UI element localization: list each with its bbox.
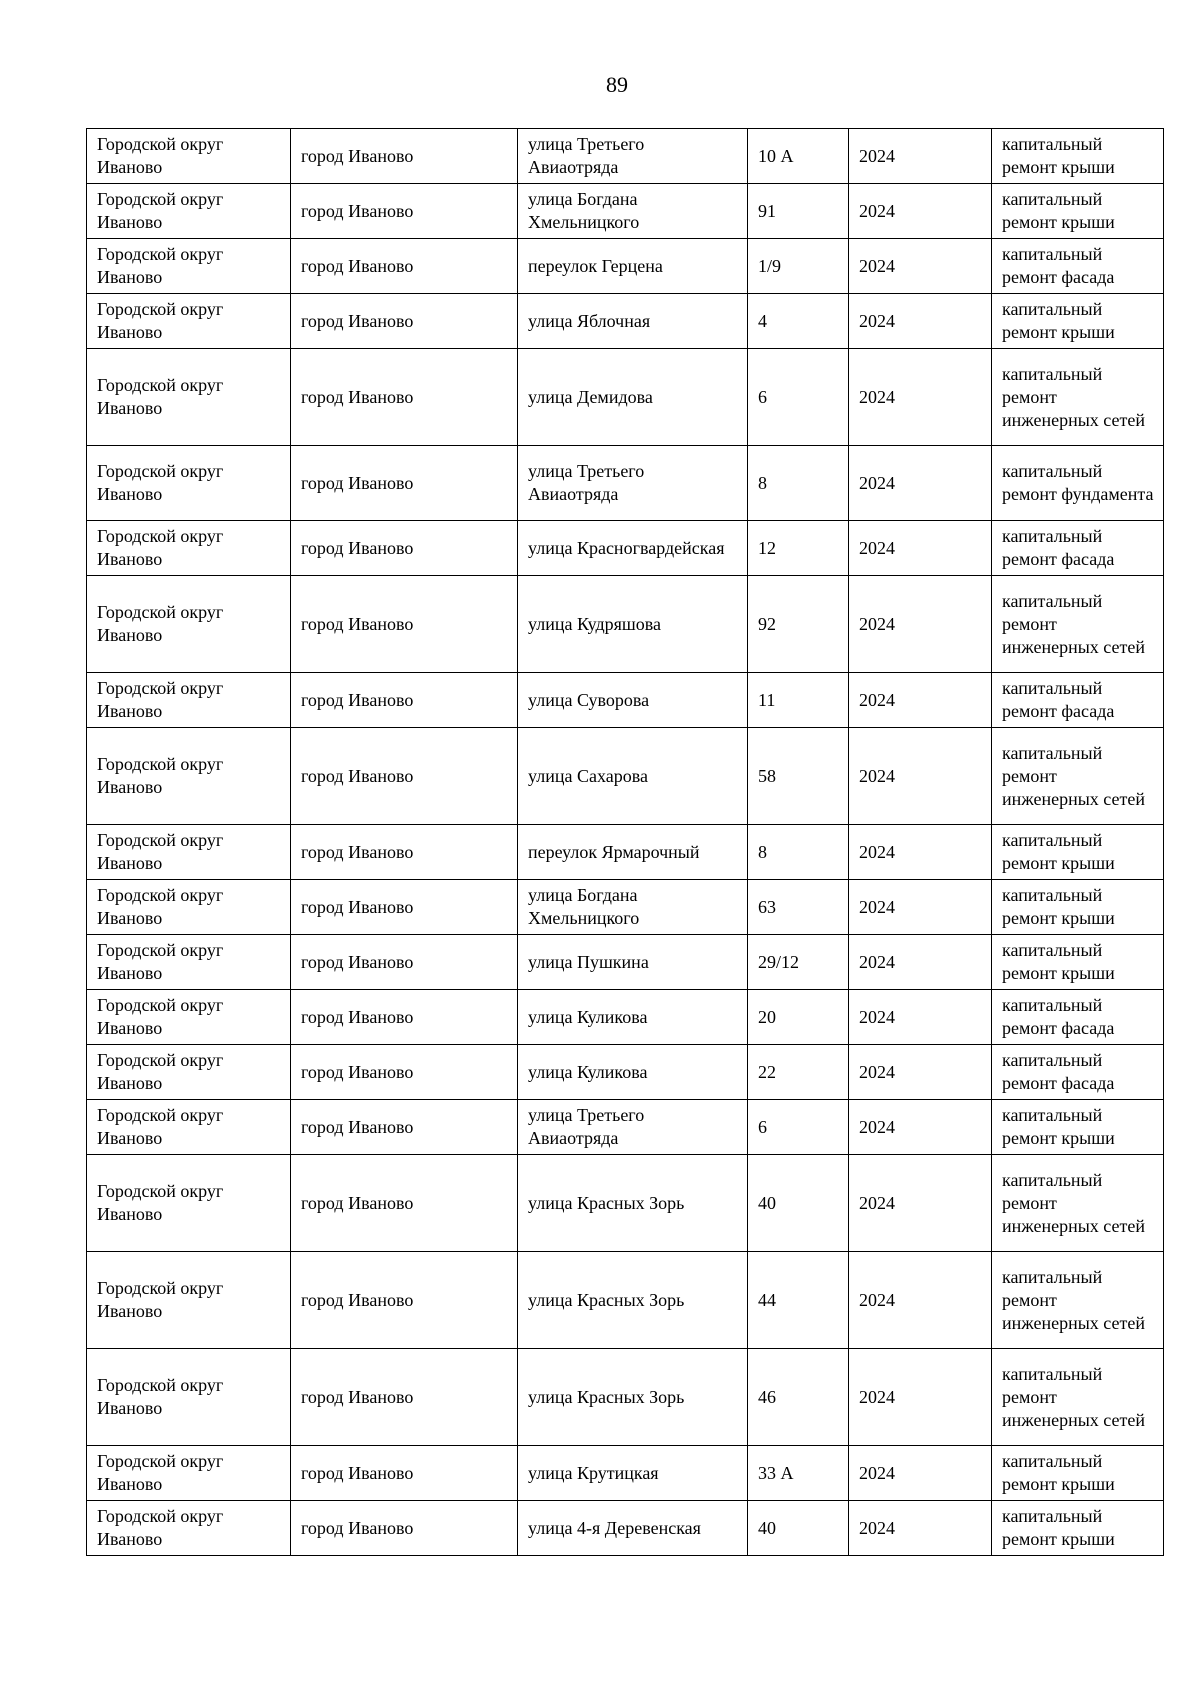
page-number: 89 bbox=[606, 72, 628, 97]
cell-house-number: 44 bbox=[748, 1252, 849, 1349]
table-row bbox=[87, 1446, 1164, 1501]
cell-house-number: 10 А bbox=[748, 129, 849, 184]
cell-street: улица Третьего Авиаотряда bbox=[518, 446, 748, 521]
cell-street: улица Сахарова bbox=[518, 728, 748, 825]
cell-district: Городской округ Иваново bbox=[87, 935, 291, 990]
cell-settlement: город Иваново bbox=[291, 673, 518, 728]
table-row bbox=[87, 521, 1164, 576]
cell-settlement: город Иваново bbox=[291, 294, 518, 349]
cell-year: 2024 bbox=[849, 521, 992, 576]
cell-year: 2024 bbox=[849, 239, 992, 294]
cell-house-number: 40 bbox=[748, 1155, 849, 1252]
cell-district: Городской округ Иваново bbox=[87, 1501, 291, 1556]
cell-street: улица Кудряшова bbox=[518, 576, 748, 673]
cell-street: улица Богдана Хмельницкого bbox=[518, 880, 748, 935]
cell-work-type: капитальный ремонт крыши bbox=[992, 129, 1164, 184]
cell-settlement: город Иваново bbox=[291, 521, 518, 576]
cell-work-type: капитальный ремонт фасада bbox=[992, 1045, 1164, 1100]
cell-house-number: 91 bbox=[748, 184, 849, 239]
cell-work-type: капитальный ремонт фасада bbox=[992, 239, 1164, 294]
cell-district: Городской округ Иваново bbox=[87, 1100, 291, 1155]
cell-house-number: 46 bbox=[748, 1349, 849, 1446]
cell-street: переулок Герцена bbox=[518, 239, 748, 294]
cell-settlement: город Иваново bbox=[291, 1446, 518, 1501]
cell-house-number: 6 bbox=[748, 1100, 849, 1155]
cell-year: 2024 bbox=[849, 446, 992, 521]
cell-district: Городской округ Иваново bbox=[87, 184, 291, 239]
cell-work-type: капитальный ремонт фасада bbox=[992, 673, 1164, 728]
cell-district: Городской округ Иваново bbox=[87, 880, 291, 935]
cell-street: улица Куликова bbox=[518, 1045, 748, 1100]
table-row bbox=[87, 935, 1164, 990]
cell-settlement: город Иваново bbox=[291, 1252, 518, 1349]
cell-house-number: 8 bbox=[748, 825, 849, 880]
cell-work-type: капитальный ремонт инженерных сетей bbox=[992, 728, 1164, 825]
cell-work-type: капитальный ремонт крыши bbox=[992, 1100, 1164, 1155]
cell-district: Городской округ Иваново bbox=[87, 129, 291, 184]
cell-year: 2024 bbox=[849, 184, 992, 239]
cell-settlement: город Иваново bbox=[291, 880, 518, 935]
table-row bbox=[87, 1349, 1164, 1446]
cell-house-number: 92 bbox=[748, 576, 849, 673]
cell-settlement: город Иваново bbox=[291, 129, 518, 184]
cell-work-type: капитальный ремонт инженерных сетей bbox=[992, 1252, 1164, 1349]
cell-settlement: город Иваново bbox=[291, 349, 518, 446]
cell-house-number: 22 bbox=[748, 1045, 849, 1100]
cell-district: Городской округ Иваново bbox=[87, 1252, 291, 1349]
cell-year: 2024 bbox=[849, 1501, 992, 1556]
cell-street: улица Третьего Авиаотряда bbox=[518, 129, 748, 184]
cell-house-number: 33 А bbox=[748, 1446, 849, 1501]
cell-year: 2024 bbox=[849, 294, 992, 349]
cell-street: улица Красных Зорь bbox=[518, 1252, 748, 1349]
housing-repair-table bbox=[86, 128, 1164, 1556]
cell-work-type: капитальный ремонт инженерных сетей bbox=[992, 576, 1164, 673]
cell-street: улица Демидова bbox=[518, 349, 748, 446]
cell-work-type: капитальный ремонт крыши bbox=[992, 184, 1164, 239]
cell-settlement: город Иваново bbox=[291, 1349, 518, 1446]
table-row bbox=[87, 349, 1164, 446]
cell-district: Городской округ Иваново bbox=[87, 294, 291, 349]
cell-house-number: 6 bbox=[748, 349, 849, 446]
cell-year: 2024 bbox=[849, 990, 992, 1045]
table-row bbox=[87, 294, 1164, 349]
cell-district: Городской округ Иваново bbox=[87, 521, 291, 576]
cell-year: 2024 bbox=[849, 728, 992, 825]
cell-work-type: капитальный ремонт крыши bbox=[992, 1501, 1164, 1556]
cell-district: Городской округ Иваново bbox=[87, 1155, 291, 1252]
cell-work-type: капитальный ремонт крыши bbox=[992, 1446, 1164, 1501]
table-row bbox=[87, 239, 1164, 294]
cell-house-number: 12 bbox=[748, 521, 849, 576]
cell-house-number: 63 bbox=[748, 880, 849, 935]
cell-district: Городской округ Иваново bbox=[87, 446, 291, 521]
cell-street: улица 4-я Деревенская bbox=[518, 1501, 748, 1556]
cell-district: Городской округ Иваново bbox=[87, 239, 291, 294]
table-row bbox=[87, 1155, 1164, 1252]
cell-house-number: 8 bbox=[748, 446, 849, 521]
cell-settlement: город Иваново bbox=[291, 728, 518, 825]
cell-year: 2024 bbox=[849, 1252, 992, 1349]
cell-year: 2024 bbox=[849, 1100, 992, 1155]
cell-settlement: город Иваново bbox=[291, 239, 518, 294]
table-row bbox=[87, 880, 1164, 935]
cell-year: 2024 bbox=[849, 1446, 992, 1501]
cell-work-type: капитальный ремонт крыши bbox=[992, 825, 1164, 880]
cell-district: Городской округ Иваново bbox=[87, 673, 291, 728]
cell-settlement: город Иваново bbox=[291, 1045, 518, 1100]
cell-year: 2024 bbox=[849, 129, 992, 184]
cell-work-type: капитальный ремонт инженерных сетей bbox=[992, 349, 1164, 446]
cell-year: 2024 bbox=[849, 1155, 992, 1252]
cell-street: улица Суворова bbox=[518, 673, 748, 728]
cell-year: 2024 bbox=[849, 1045, 992, 1100]
cell-year: 2024 bbox=[849, 349, 992, 446]
cell-settlement: город Иваново bbox=[291, 825, 518, 880]
cell-district: Городской округ Иваново bbox=[87, 576, 291, 673]
table-row bbox=[87, 673, 1164, 728]
cell-work-type: капитальный ремонт фасада bbox=[992, 990, 1164, 1045]
cell-year: 2024 bbox=[849, 880, 992, 935]
table-row bbox=[87, 129, 1164, 184]
cell-street: переулок Ярмарочный bbox=[518, 825, 748, 880]
table-row bbox=[87, 1045, 1164, 1100]
cell-work-type: капитальный ремонт фундамента bbox=[992, 446, 1164, 521]
cell-street: улица Пушкина bbox=[518, 935, 748, 990]
cell-settlement: город Иваново bbox=[291, 1100, 518, 1155]
table-row bbox=[87, 576, 1164, 673]
cell-settlement: город Иваново bbox=[291, 576, 518, 673]
cell-year: 2024 bbox=[849, 576, 992, 673]
table-row bbox=[87, 990, 1164, 1045]
cell-street: улица Третьего Авиаотряда bbox=[518, 1100, 748, 1155]
cell-street: улица Богдана Хмельницкого bbox=[518, 184, 748, 239]
table-row bbox=[87, 1100, 1164, 1155]
cell-house-number: 40 bbox=[748, 1501, 849, 1556]
cell-year: 2024 bbox=[849, 1349, 992, 1446]
table-body bbox=[87, 129, 1164, 1556]
cell-settlement: город Иваново bbox=[291, 935, 518, 990]
cell-district: Городской округ Иваново bbox=[87, 825, 291, 880]
cell-district: Городской округ Иваново bbox=[87, 990, 291, 1045]
table-row bbox=[87, 446, 1164, 521]
cell-district: Городской округ Иваново bbox=[87, 1349, 291, 1446]
cell-house-number: 4 bbox=[748, 294, 849, 349]
table-row bbox=[87, 1501, 1164, 1556]
cell-year: 2024 bbox=[849, 935, 992, 990]
cell-work-type: капитальный ремонт крыши bbox=[992, 294, 1164, 349]
cell-settlement: город Иваново bbox=[291, 1501, 518, 1556]
cell-year: 2024 bbox=[849, 673, 992, 728]
cell-street: улица Красногвардейская bbox=[518, 521, 748, 576]
cell-street: улица Красных Зорь bbox=[518, 1349, 748, 1446]
cell-work-type: капитальный ремонт инженерных сетей bbox=[992, 1155, 1164, 1252]
cell-house-number: 1/9 bbox=[748, 239, 849, 294]
cell-work-type: капитальный ремонт инженерных сетей bbox=[992, 1349, 1164, 1446]
table-row bbox=[87, 728, 1164, 825]
cell-district: Городской округ Иваново bbox=[87, 728, 291, 825]
table-row bbox=[87, 1252, 1164, 1349]
cell-house-number: 20 bbox=[748, 990, 849, 1045]
cell-street: улица Крутицкая bbox=[518, 1446, 748, 1501]
table-row bbox=[87, 184, 1164, 239]
cell-work-type: капитальный ремонт крыши bbox=[992, 935, 1164, 990]
cell-work-type: капитальный ремонт крыши bbox=[992, 880, 1164, 935]
cell-street: улица Красных Зорь bbox=[518, 1155, 748, 1252]
cell-settlement: город Иваново bbox=[291, 990, 518, 1045]
cell-district: Городской округ Иваново bbox=[87, 1446, 291, 1501]
cell-year: 2024 bbox=[849, 825, 992, 880]
cell-house-number: 29/12 bbox=[748, 935, 849, 990]
cell-house-number: 11 bbox=[748, 673, 849, 728]
cell-settlement: город Иваново bbox=[291, 184, 518, 239]
cell-street: улица Куликова bbox=[518, 990, 748, 1045]
table-row bbox=[87, 825, 1164, 880]
cell-district: Городской округ Иваново bbox=[87, 1045, 291, 1100]
cell-district: Городской округ Иваново bbox=[87, 349, 291, 446]
cell-house-number: 58 bbox=[748, 728, 849, 825]
cell-settlement: город Иваново bbox=[291, 1155, 518, 1252]
cell-street: улица Яблочная bbox=[518, 294, 748, 349]
cell-work-type: капитальный ремонт фасада bbox=[992, 521, 1164, 576]
cell-settlement: город Иваново bbox=[291, 446, 518, 521]
